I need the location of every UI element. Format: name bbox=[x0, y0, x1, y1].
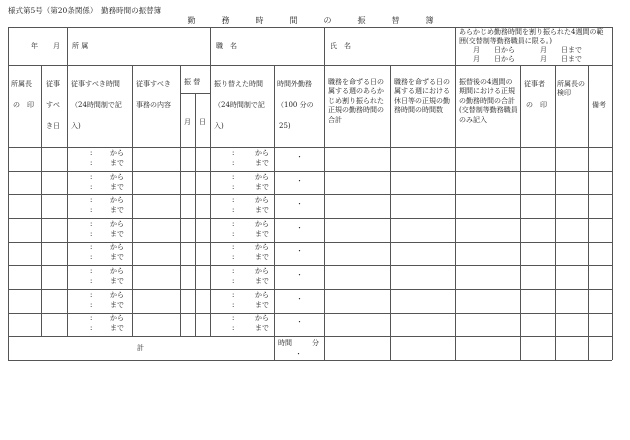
row-colon-start: : bbox=[232, 267, 235, 275]
header-remarks: 備考 bbox=[592, 101, 606, 109]
row-to-end: まで bbox=[255, 253, 269, 261]
page-title: 勤 務 時 間 の 振 替 簿 bbox=[187, 16, 443, 25]
row-colon-start: : bbox=[232, 243, 235, 251]
header-substitution: 振 替 bbox=[184, 78, 201, 86]
row-from-start: から bbox=[110, 220, 124, 228]
column-divider bbox=[132, 65, 133, 337]
table-line-row bbox=[8, 265, 612, 266]
month-label: 月 bbox=[53, 42, 60, 50]
header-duty-day: き日 bbox=[46, 122, 60, 130]
job-title-label: 職 名 bbox=[216, 42, 237, 50]
header-duty-day: すべ bbox=[46, 101, 60, 109]
row-overtime-dot: ・ bbox=[296, 200, 303, 208]
header-after-total: 振替後の4週間の期間における正規の勤務時間の合計(交替制等勤務職員のみ記入 bbox=[459, 78, 518, 124]
row-to-end: まで bbox=[110, 253, 124, 261]
advance-range-from: 月 日から bbox=[473, 55, 515, 63]
row-from-start: から bbox=[255, 196, 269, 204]
row-overtime-dot: ・ bbox=[296, 153, 303, 161]
row-colon-end: : bbox=[232, 253, 235, 261]
row-to-end: まで bbox=[110, 183, 124, 191]
row-colon-end: : bbox=[90, 277, 93, 285]
row-colon-start: : bbox=[90, 173, 93, 181]
row-colon-end: : bbox=[90, 230, 93, 238]
row-to-end: まで bbox=[255, 324, 269, 332]
row-from-start: から bbox=[255, 314, 269, 322]
column-divider bbox=[455, 65, 456, 360]
row-to-end: まで bbox=[110, 277, 124, 285]
department-label: 所 属 bbox=[72, 42, 89, 50]
row-to-end: まで bbox=[255, 183, 269, 191]
row-colon-start: : bbox=[232, 314, 235, 322]
row-overtime-dot: ・ bbox=[296, 318, 303, 326]
total-dot: ・ bbox=[295, 350, 302, 358]
info-divider bbox=[210, 27, 211, 65]
row-from-start: から bbox=[255, 243, 269, 251]
table-line-info-bottom bbox=[8, 65, 612, 66]
header-dept-head-seal: の 印 bbox=[13, 101, 34, 109]
row-from-start: から bbox=[110, 196, 124, 204]
row-colon-start: : bbox=[90, 267, 93, 275]
header-day: 日 bbox=[199, 118, 206, 126]
header-overtime: （100 分の bbox=[277, 101, 314, 109]
row-from-start: から bbox=[255, 267, 269, 275]
row-colon-start: : bbox=[90, 220, 93, 228]
row-colon-start: : bbox=[90, 314, 93, 322]
row-from-start: から bbox=[110, 267, 124, 275]
column-divider bbox=[210, 65, 211, 337]
row-colon-end: : bbox=[232, 183, 235, 191]
row-colon-end: : bbox=[90, 206, 93, 214]
table-line-row bbox=[8, 194, 612, 195]
header-overtime: 時間外勤務 bbox=[277, 80, 312, 88]
row-overtime-dot: ・ bbox=[296, 177, 303, 185]
advance-range-note: あらかじめ勤務時間を割り振られた4週間の範囲(交替制等勤務職員に限る。) bbox=[459, 28, 604, 46]
advance-range-from: 月 日から bbox=[473, 46, 515, 54]
table-line-row bbox=[8, 218, 612, 219]
row-from-start: から bbox=[255, 220, 269, 228]
row-from-start: から bbox=[110, 243, 124, 251]
row-to-end: まで bbox=[255, 277, 269, 285]
header-duty-hours: 入) bbox=[71, 122, 81, 130]
header-worker-seal: の 印 bbox=[526, 101, 547, 109]
header-week-hours: 職務を命ずる日の属する週における休日等の正規の勤務時間の時間数 bbox=[394, 78, 450, 115]
total-minutes-label: 分 bbox=[312, 339, 319, 347]
header-duty-hours: （24時間制で記 bbox=[71, 101, 122, 109]
column-divider bbox=[390, 65, 391, 360]
row-from-start: から bbox=[110, 291, 124, 299]
row-to-end: まで bbox=[110, 301, 124, 309]
row-from-start: から bbox=[255, 291, 269, 299]
row-colon-end: : bbox=[232, 206, 235, 214]
header-duty-hours: 従事すべき時間 bbox=[71, 80, 120, 88]
row-to-end: まで bbox=[110, 206, 124, 214]
column-divider bbox=[195, 93, 196, 337]
header-month: 月 bbox=[184, 118, 191, 126]
row-colon-start: : bbox=[90, 243, 93, 251]
name-label: 氏 名 bbox=[330, 42, 351, 50]
row-from-start: から bbox=[110, 173, 124, 181]
total-hours-label: 時間 bbox=[278, 339, 292, 347]
row-to-end: まで bbox=[255, 206, 269, 214]
row-overtime-dot: ・ bbox=[296, 247, 303, 255]
table-border-left bbox=[8, 27, 9, 360]
row-colon-start: : bbox=[90, 291, 93, 299]
row-colon-start: : bbox=[232, 149, 235, 157]
column-divider bbox=[180, 65, 181, 337]
row-to-end: まで bbox=[255, 230, 269, 238]
row-from-start: から bbox=[255, 149, 269, 157]
total-label: 計 bbox=[137, 344, 144, 352]
header-duty-content: 事務の内容 bbox=[136, 101, 171, 109]
row-from-start: から bbox=[110, 314, 124, 322]
row-colon-end: : bbox=[90, 253, 93, 261]
row-colon-end: : bbox=[232, 159, 235, 167]
header-substituted-hours: 振り替えた時間 bbox=[214, 80, 263, 88]
header-dept-head-check: 所属長の検印 bbox=[557, 80, 585, 98]
header-dept-head-seal: 所属長 bbox=[11, 80, 32, 88]
header-duty-day: 従事 bbox=[46, 80, 60, 88]
table-line-row bbox=[8, 336, 612, 337]
column-divider bbox=[274, 65, 275, 360]
row-colon-start: : bbox=[232, 173, 235, 181]
table-line-row bbox=[8, 242, 612, 243]
info-divider bbox=[67, 27, 68, 65]
row-from-start: から bbox=[255, 173, 269, 181]
row-to-end: まで bbox=[110, 324, 124, 332]
info-divider bbox=[455, 27, 456, 65]
column-divider bbox=[41, 65, 42, 337]
row-colon-start: : bbox=[232, 196, 235, 204]
row-to-end: まで bbox=[255, 159, 269, 167]
table-border-bottom bbox=[8, 360, 612, 361]
row-colon-start: : bbox=[90, 196, 93, 204]
table-line-header-bottom bbox=[8, 147, 612, 148]
row-overtime-dot: ・ bbox=[296, 295, 303, 303]
info-divider bbox=[324, 27, 325, 65]
header-worker-seal: 従事者 bbox=[524, 80, 545, 88]
column-divider bbox=[324, 65, 325, 360]
row-colon-start: : bbox=[90, 149, 93, 157]
row-from-start: から bbox=[110, 149, 124, 157]
row-colon-end: : bbox=[90, 301, 93, 309]
row-overtime-dot: ・ bbox=[296, 271, 303, 279]
table-line-row bbox=[8, 171, 612, 172]
year-label: 年 bbox=[31, 42, 38, 50]
header-substituted-hours: （24時間制で記 bbox=[214, 101, 265, 109]
row-colon-end: : bbox=[232, 277, 235, 285]
advance-range-to: 月 日まで bbox=[540, 55, 582, 63]
table-line-row bbox=[8, 289, 612, 290]
row-colon-end: : bbox=[232, 230, 235, 238]
row-colon-end: : bbox=[90, 183, 93, 191]
row-overtime-dot: ・ bbox=[296, 224, 303, 232]
advance-range-to: 月 日まで bbox=[540, 46, 582, 54]
row-to-end: まで bbox=[110, 230, 124, 238]
row-colon-end: : bbox=[90, 324, 93, 332]
column-divider bbox=[67, 65, 68, 337]
header-advance-hours: 職務を命ずる日の属する週のあらかじめ割り振られた正規の勤務時間の合計 bbox=[328, 78, 384, 124]
column-divider bbox=[555, 65, 556, 360]
row-colon-end: : bbox=[232, 324, 235, 332]
header-substituted-hours: 入) bbox=[214, 122, 224, 130]
row-to-end: まで bbox=[110, 159, 124, 167]
column-divider bbox=[520, 65, 521, 360]
form-title: 様式第5号（第20条関係） 勤務時間の振替簿 bbox=[8, 6, 162, 15]
row-colon-start: : bbox=[232, 220, 235, 228]
table-border-right bbox=[612, 27, 613, 360]
row-colon-end: : bbox=[90, 159, 93, 167]
header-overtime: 25) bbox=[279, 122, 291, 130]
table-line-row bbox=[8, 313, 612, 314]
row-colon-end: : bbox=[232, 301, 235, 309]
row-colon-start: : bbox=[232, 291, 235, 299]
row-to-end: まで bbox=[255, 301, 269, 309]
header-duty-content: 従事すべき bbox=[136, 80, 171, 88]
column-divider bbox=[588, 65, 589, 360]
